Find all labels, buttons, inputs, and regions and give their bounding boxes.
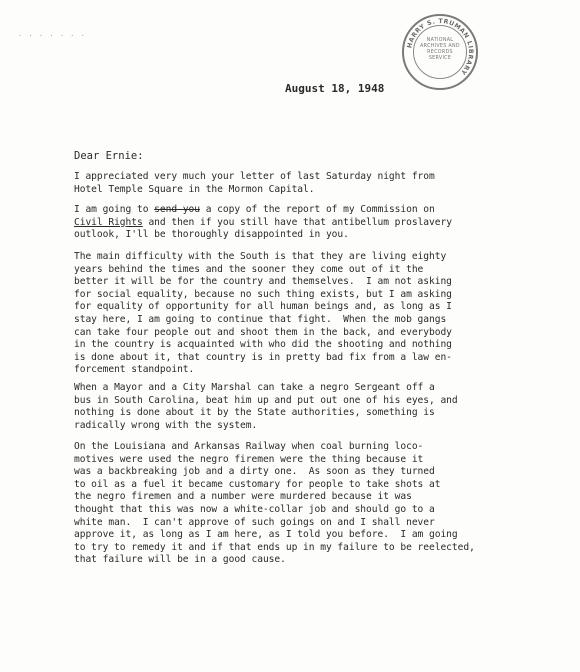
letter-date: August 18, 1948	[285, 82, 385, 95]
paragraph-4: When a Mayor and a City Marshal can take a negro Sergeant off a bus in South Carolina, beat him up and put out one of his eyes, and nothing is done about it by the State authorities, something is radically wrong with the system.	[74, 382, 458, 431]
struck-text: send you	[154, 204, 200, 215]
letter-salutation: Dear Ernie:	[74, 150, 144, 162]
library-seal-stamp	[402, 14, 478, 90]
paragraph-3: The main difficulty with the South is that they are living eighty years behind the times and the sooner they come out of it the better it will be for the country and themselves. I am not asking for social equality, because no such thing exists, but I am asking for equality of opportunity for all human beings and, as long as I stay here, I am going to continue that fight. When the mob gangs can take four people out and shoot them in the back, and everybody in the country is acquainted with who did the shooting and nothing is done about it, that country is in pretty bad fix from a law en- forcement standpoint.	[74, 251, 452, 376]
stamp-center-text: NATIONAL ARCHIVES AND RECORDS SERVICE	[420, 38, 460, 61]
stray-pencil-mark: · · · · · · ·	[18, 32, 86, 40]
underlined-text: Civil Rights	[74, 216, 143, 228]
svg-text:HARRY S. TRUMAN LIBRARY: HARRY S. TRUMAN LIBRARY	[406, 17, 475, 77]
paragraph-5: On the Louisiana and Arkansas Railway when coal burning loco- motives were used the negro firemen were the thing because it was a backbreaking job and a dirty one. As soon as they turned to oil as a fuel it became customary for people to take shots at the negro firemen and a number were murdered because it was thought that this was now a white-collar job and should go to a white man. I can't approve of such goings on and I shall never approve it, as long as I am here, as I told you before. I am going to try to remedy it and if that ends up in my failure to be reelected, that failure will be in a good cause.	[74, 441, 475, 566]
paragraph-1: I appreciated very much your letter of last Saturday night from Hotel Temple Square in the Mormon Capital.	[74, 171, 435, 195]
paragraph-2: I am going to send you a copy of the report of my Commission on Civil Rights and then if you still have that antibellum proslavery outlook, I'll be thoroughly disappointed in you.	[74, 204, 452, 241]
